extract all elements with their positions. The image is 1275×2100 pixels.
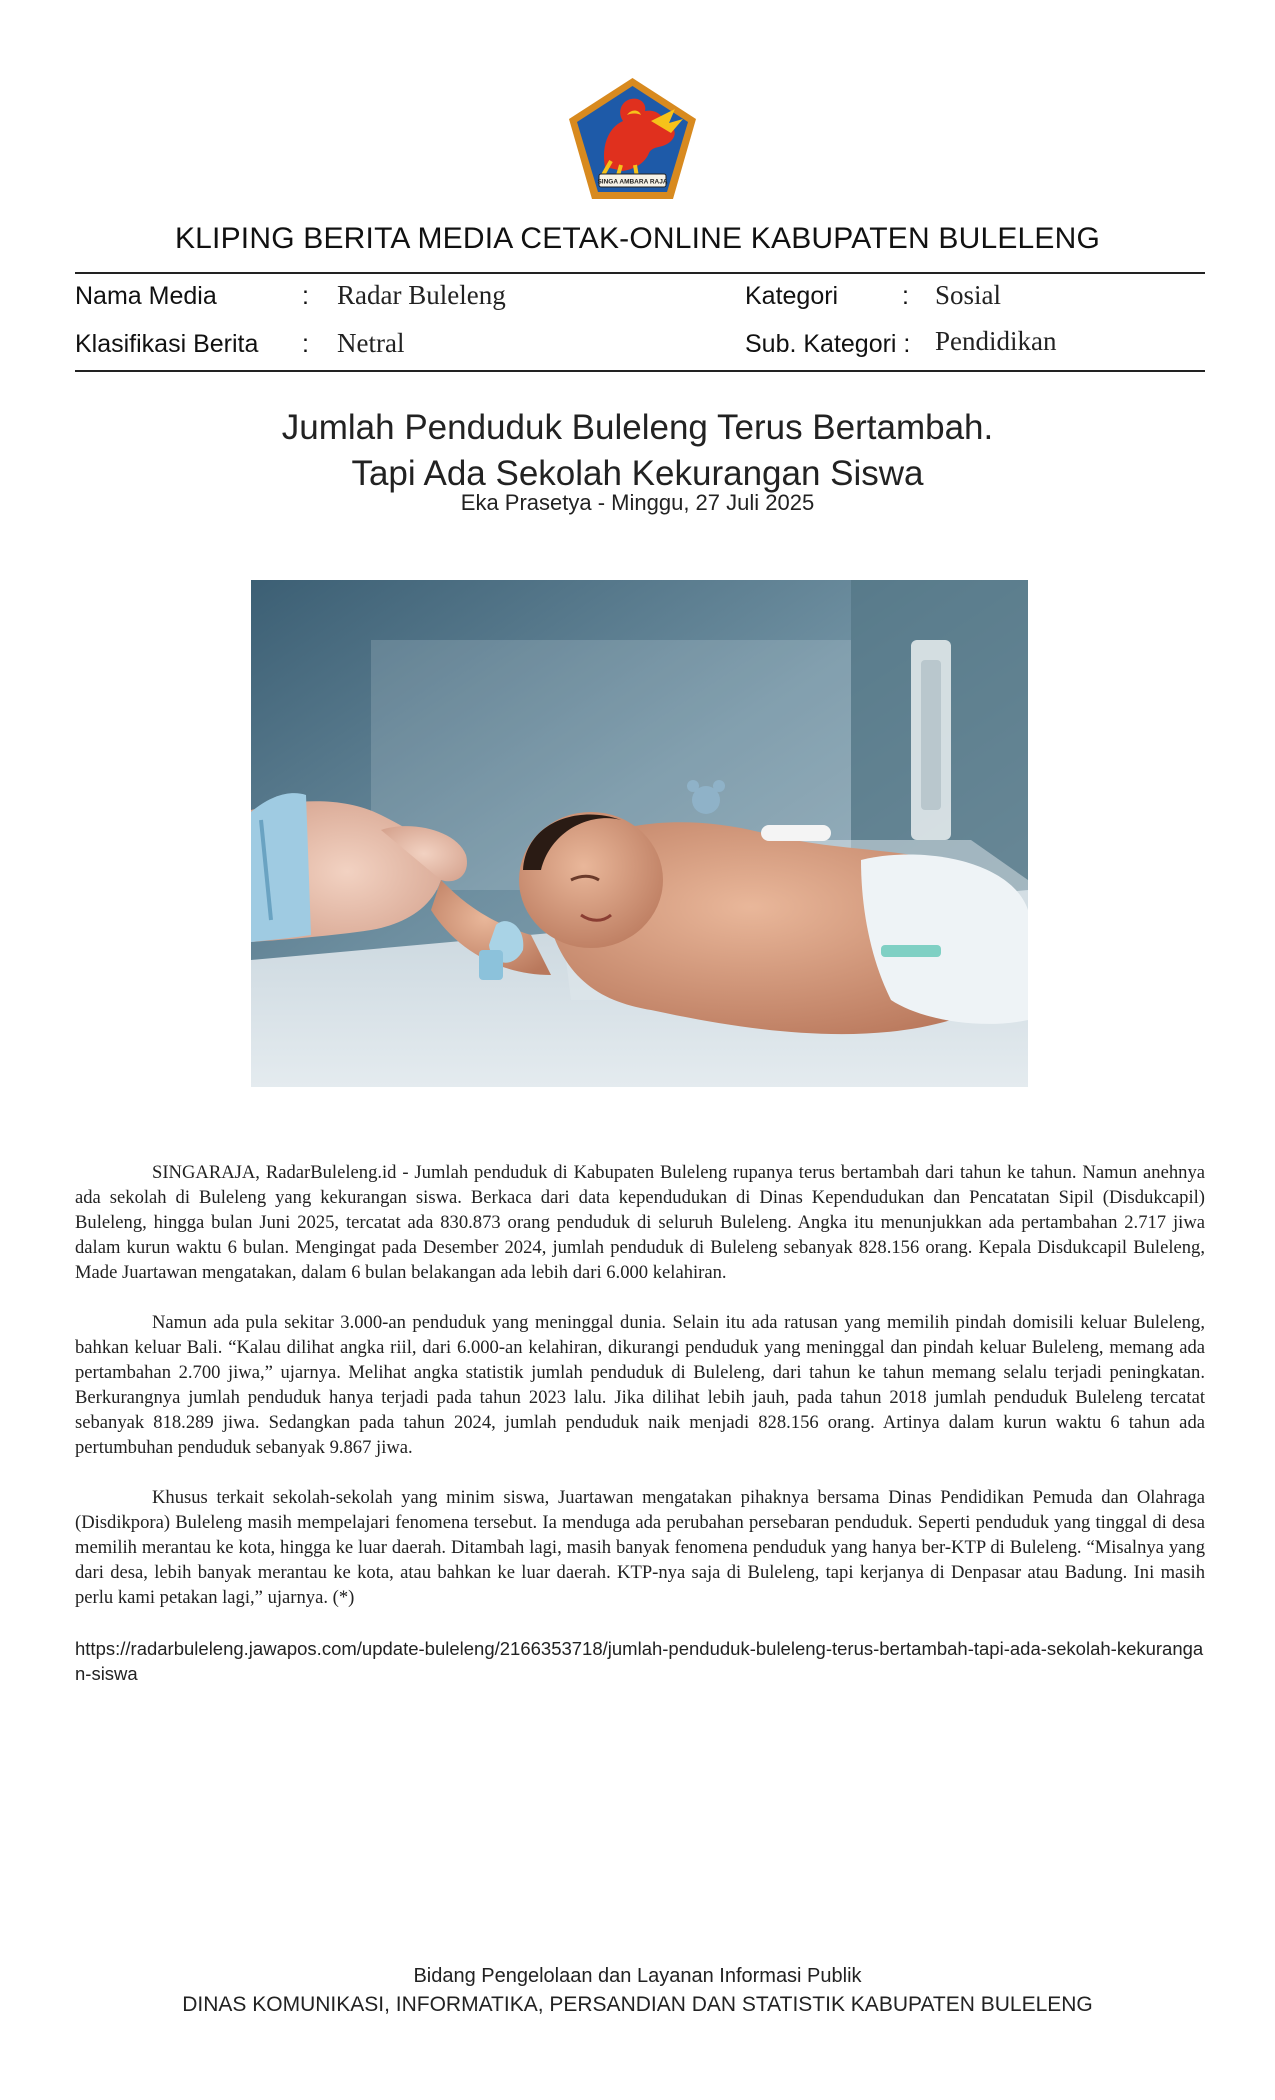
newborn-baby-photo [251,580,1028,1087]
article-paragraph: Namun ada pula sekitar 3.000-an penduduk yang meninggal dunia. Selain itu ada ratusan yang memilih pindah domisili keluar Buleleng, bahkan keluar Bali. “Kalau dilihat angka riil, dari 6.000-an kelahiran, dikurangi penduduk yang meninggal dan pindah keluar Buleleng, memang ada pertambahan 2.700 jiwa,” ujarnya. Melihat angka statistik jumlah penduduk di Buleleng, dari tahun ke tahun memang selalu terjadi peningkatan. Berkurangnya jumlah penduduk hanya terjadi pada tahun 2023 lalu. Jika dilihat lebih jauh, pada tahun 2018 jumlah penduduk Buleleng tercatat sebanyak 818.289 jiwa. Sedangkan pada tahun 2024, jumlah penduduk naik menjadi 828.156 orang. Artinya dalam kurun waktu 6 tahun ada pertumbuhan penduduk sebanyak 9.867 jiwa. [75,1312,1205,1458]
footer-agency: DINAS KOMUNIKASI, INFORMATIKA, PERSANDIAN DAN STATISTIK KABUPATEN BULELENG [182,1993,1093,2016]
sub-category-label: Sub. Kategori : [745,330,911,358]
logo-caption: SINGA AMBARA RAJA [597,178,668,186]
media-name-colon: : [302,282,309,310]
media-name-value: Radar Buleleng [337,280,506,310]
article-body [75,1160,1205,1635]
category-value: Sosial [935,280,1002,310]
news-classification-value: Netral [337,328,405,358]
header-divider-bottom [75,370,1205,372]
article-paragraph: SINGARAJA, RadarBuleleng.id - Jumlah penduduk di Kabupaten Buleleng rupanya terus bertambah dari tahun ke tahun. Namun anehnya ada sekolah di Buleleng yang kekurangan siswa. Berkaca dari data kependudukan di Dinas Kependudukan dan Pencatatan Sipil (Disdukcapil) Buleleng, hingga bulan Juni 2025, tercatat ada 830.873 orang penduduk di seluruh Buleleng. Angka itu menunjukkan ada pertambahan 2.717 jiwa dalam kurun waktu 6 bulan. Mengingat pada Desember 2024, jumlah penduduk di Buleleng sebanyak 828.156 orang. Kepala Disdukcapil Buleleng, Made Juartawan mengatakan, dalam 6 bulan belakangan ada lebih dari 6.000 kelahiran. [75,1162,1205,1283]
source-url-link[interactable]: https://radarbuleleng.jawapos.com/update-buleleng/2166353718/jumlah-penduduk-buleleng-terus-bertambah-tapi-ada-sekolah-kekurangan-siswa [75,1638,1204,1684]
article-byline: Eka Prasetya - Minggu, 27 Juli 2025 [460,490,815,515]
header-divider-top [75,272,1205,274]
buleleng-regency-logo [565,75,700,203]
clipping-header-title: KLIPING BERITA MEDIA CETAK-ONLINE KABUPATEN BULELENG [174,222,1101,255]
media-name-label: Nama Media [75,282,217,310]
news-classification-colon: : [302,330,309,358]
article-paragraph: Khusus terkait sekolah-sekolah yang minim siswa, Juartawan mengatakan pihaknya bersama Dinas Pendidikan Pemuda dan Olahraga (Disdikpora) Buleleng masih mempelajari fenomena tersebut. Ia menduga ada perubahan persebaran penduduk. Seperti penduduk yang tinggal di desa memilih merantau ke kota, hingga ke luar daerah. Ditambah lagi, masih banyak fenomena penduduk yang hanya ber-KTP di Buleleng. “Misalnya yang dari desa, lebih banyak merantau ke kota, atau bahkan ke luar daerah. KTP-nya saja di Buleleng, tapi kerjanya di Denpasar atau Badung. Ini masih perlu kami petakan lagi,” ujarnya. (*) [75,1487,1205,1608]
category-colon: : [902,282,909,310]
article-title-line-2: Tapi Ada Sekolah Kekurangan Siswa [351,454,924,493]
news-classification-label: Klasifikasi Berita [75,330,259,358]
article-title-line-1: Jumlah Penduduk Buleleng Terus Bertambah. [281,408,994,447]
sub-category-value: Pendidikan [935,326,1057,356]
category-label: Kategori [745,282,839,310]
footer-department: Bidang Pengelolaan dan Layanan Informasi Publik [413,1965,862,1987]
